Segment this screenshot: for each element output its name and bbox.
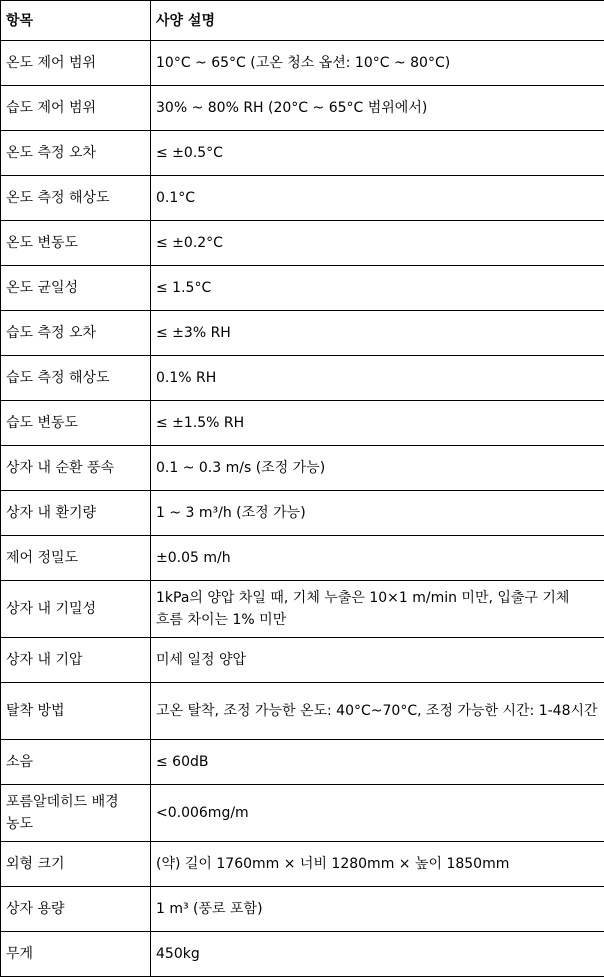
table-header-row (1, 1, 604, 41)
row-value: 0.1 ~ 0.3 m/s (조정 가능) (151, 446, 604, 491)
row-value: ≤ ±3% RH (151, 311, 604, 356)
row-value: 450kg (151, 932, 604, 977)
table-row (1, 842, 604, 887)
table-row (1, 638, 604, 683)
row-item: 외형 크기 (1, 842, 151, 887)
row-item: 무게 (1, 932, 151, 977)
row-item: 온도 변동도 (1, 221, 151, 266)
row-item: 상자 내 기밀성 (1, 581, 151, 638)
table-row (1, 446, 604, 491)
row-item: 습도 측정 오차 (1, 311, 151, 356)
row-item: 상자 내 순환 풍속 (1, 446, 151, 491)
table-row (1, 176, 604, 221)
row-value: 0.1% RH (151, 356, 604, 401)
row-item: 온도 균일성 (1, 266, 151, 311)
row-value: ≤ 60dB (151, 740, 604, 785)
table-row (1, 887, 604, 932)
row-item: 포름알데히드 배경 농도 (1, 785, 151, 842)
table-row (1, 356, 604, 401)
row-value: <0.006mg/m (151, 785, 604, 842)
table-row (1, 311, 604, 356)
row-item: 습도 측정 해상도 (1, 356, 151, 401)
row-value: ≤ ±1.5% RH (151, 401, 604, 446)
row-value: ≤ 1.5°C (151, 266, 604, 311)
row-value: 0.1°C (151, 176, 604, 221)
row-item: 습도 변동도 (1, 401, 151, 446)
row-value: 10°C ~ 65°C (고온 청소 옵션: 10°C ~ 80°C) (151, 41, 604, 86)
table-row (1, 266, 604, 311)
table-row (1, 86, 604, 131)
row-value: 고온 탈착, 조정 가능한 온도: 40°C~70°C, 조정 가능한 시간: 1-48시간 (151, 683, 604, 740)
table-row (1, 740, 604, 785)
row-value: 30% ~ 80% RH (20°C ~ 65°C 범위에서) (151, 86, 604, 131)
row-item: 습도 제어 범위 (1, 86, 151, 131)
table-row (1, 401, 604, 446)
row-value: ±0.05 m/h (151, 536, 604, 581)
table-row (1, 932, 604, 977)
row-item: 제어 정밀도 (1, 536, 151, 581)
table-row (1, 785, 604, 842)
row-value: 1 ~ 3 m³/h (조정 가능) (151, 491, 604, 536)
row-value: 미세 일정 양압 (151, 638, 604, 683)
row-value: ≤ ±0.5°C (151, 131, 604, 176)
table-row (1, 131, 604, 176)
row-item: 상자 내 환기량 (1, 491, 151, 536)
table-row (1, 581, 604, 638)
table-row (1, 683, 604, 740)
row-item: 소음 (1, 740, 151, 785)
row-value: 1kPa의 양압 차일 때, 기체 누출은 10×1 m/min 미만, 입출구 기체 흐름 차이는 1% 미만 (151, 581, 604, 638)
table-row (1, 536, 604, 581)
header-description: 사양 설명 (151, 1, 604, 41)
row-value: (약) 길이 1760mm × 너비 1280mm × 높이 1850mm (151, 842, 604, 887)
row-value: 1 m³ (풍로 포함) (151, 887, 604, 932)
row-item: 상자 용량 (1, 887, 151, 932)
row-value: ≤ ±0.2°C (151, 221, 604, 266)
row-item: 상자 내 기압 (1, 638, 151, 683)
row-item: 탈착 방법 (1, 683, 151, 740)
row-item: 온도 제어 범위 (1, 41, 151, 86)
header-item: 항목 (1, 1, 151, 41)
row-item: 온도 측정 해상도 (1, 176, 151, 221)
table-row (1, 221, 604, 266)
row-item: 온도 측정 오차 (1, 131, 151, 176)
table-row (1, 491, 604, 536)
table-row (1, 41, 604, 86)
